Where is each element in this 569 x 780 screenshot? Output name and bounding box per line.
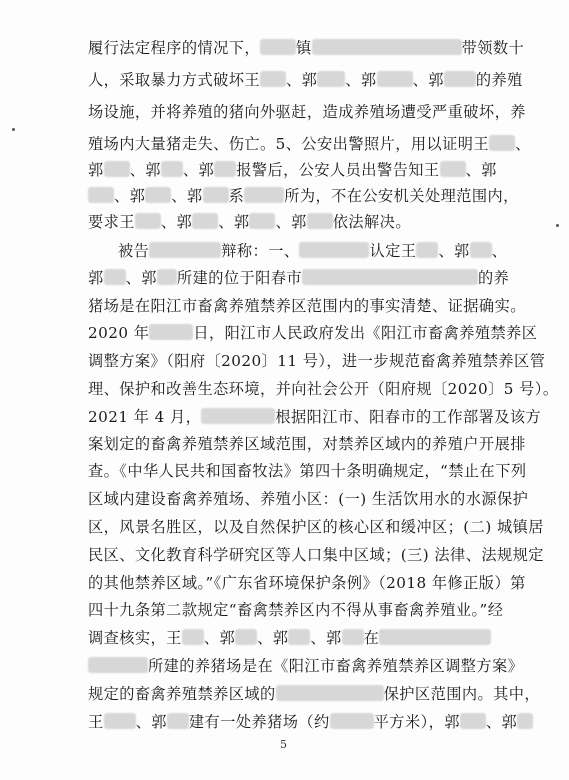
text-segment: 、郭: [203, 629, 236, 647]
scan-speck: [556, 224, 559, 227]
text-segment: 理、保护和改善生态环境，并向社会公开（阳府规〔2020〕5 号）。: [88, 380, 559, 398]
redaction-mask: [470, 242, 492, 258]
text-segment: 、郭: [182, 161, 215, 179]
redaction-mask: [307, 213, 333, 229]
redaction-mask: [244, 187, 284, 203]
redaction-mask: [235, 629, 257, 645]
redaction-mask: [342, 629, 364, 645]
text-segment: 调整方案》（阳府〔2020〕11 号），进一步规范畜禽养殖禁养区管: [88, 352, 546, 370]
redaction-mask: [299, 242, 369, 258]
text-line: [88, 517, 544, 537]
redaction-mask: [330, 713, 374, 729]
redaction-mask: [135, 213, 161, 229]
redaction-mask: [203, 187, 229, 203]
text-line: [88, 434, 526, 454]
text-line: [88, 134, 531, 154]
text-segment: 所为，不在公安机关处理范围内，: [284, 187, 519, 205]
text-line: [88, 38, 524, 58]
text-segment: 的养: [478, 269, 510, 287]
text-segment: 所建的位于阳春市: [176, 269, 303, 287]
text-segment: 报警后，公安人员出警告知王: [236, 161, 440, 179]
text-segment: 所建的养猪场是在《阳江市畜禽养殖禁养区调整方案》: [148, 657, 524, 675]
text-segment: 系: [228, 187, 245, 205]
redaction-mask: [214, 161, 236, 177]
text-segment: 、郭: [218, 213, 250, 231]
redaction-mask: [312, 39, 462, 55]
redaction-mask: [182, 629, 204, 645]
text-line: [118, 241, 507, 261]
text-segment: 、: [515, 135, 531, 153]
redaction-mask: [302, 269, 478, 285]
text-segment: 、郭: [412, 71, 444, 89]
text-line: [88, 712, 533, 732]
text-segment: 平方米），郭: [373, 713, 460, 731]
redaction-mask: [377, 71, 413, 87]
text-line: [88, 628, 491, 648]
text-line: [88, 160, 497, 180]
redaction-mask: [145, 187, 171, 203]
text-segment: 、郭: [485, 713, 518, 731]
text-segment: 辩称：一、: [221, 242, 300, 260]
text-segment: 区域内建设畜禽养殖场、养殖小区：(一) 生活饮用水的水源保护: [88, 490, 529, 508]
redaction-mask: [489, 135, 515, 151]
text-segment: 场设施，并将养殖的猪向外驱赶，造成养殖场遭受严重破坏，养: [88, 103, 526, 121]
text-segment: 、郭: [129, 161, 161, 179]
text-line: [88, 296, 526, 316]
redaction-mask: [517, 713, 533, 729]
text-segment: 镇: [296, 39, 312, 57]
text-line: [88, 102, 526, 122]
text-segment: 、郭: [257, 629, 289, 647]
text-line: [88, 70, 523, 90]
text-segment: 郭: [88, 269, 104, 287]
text-segment: 日，阳江市人民政府发出《阳江市畜禽养殖禁养区: [193, 324, 538, 342]
text-segment: 、郭: [286, 71, 318, 89]
text-segment: 根据阳江市、阳春市的工作部署及该方: [275, 408, 542, 426]
text-segment: 建有一处养猪场（约: [188, 713, 330, 731]
redaction-mask: [149, 242, 221, 258]
text-line: [88, 351, 545, 371]
text-segment: 查。《中华人民共和国畜牧法》第四十条明确规定，“禁止在下列: [88, 462, 527, 480]
redaction-mask: [288, 629, 310, 645]
text-segment: 人，采取暴力方式破坏王: [88, 71, 261, 89]
text-segment: 案划定的畜禽养殖禁养区域范围，对禁养区域内的养殖户开展排: [88, 435, 526, 453]
text-segment: 、郭: [125, 269, 157, 287]
text-segment: 、: [491, 242, 508, 260]
text-line: [88, 407, 541, 427]
text-segment: 认定王: [369, 242, 417, 260]
redaction-mask: [379, 629, 491, 645]
text-line: [88, 600, 503, 620]
text-segment: 2020 年: [88, 324, 150, 342]
text-line: [88, 545, 544, 565]
redaction-mask: [260, 71, 286, 87]
text-line: [88, 379, 558, 399]
text-segment: 区，风景名胜区，以及自然保护区的核心区和缓冲区；(二) 城镇居: [88, 518, 544, 536]
redaction-mask: [104, 161, 130, 177]
redaction-mask: [192, 213, 218, 229]
text-segment: 、郭: [160, 213, 193, 231]
text-line: [88, 323, 537, 343]
redaction-mask: [460, 713, 486, 729]
redaction-mask: [416, 242, 438, 258]
text-segment: 被告: [118, 242, 150, 260]
text-segment: 四十九条第二款规定“畜禽禁养区内不得从事畜禽养殖业。”经: [88, 601, 504, 619]
text-segment: 带领数十: [461, 39, 525, 57]
text-line: [88, 489, 528, 509]
text-line: [88, 186, 519, 206]
redaction-mask: [444, 71, 476, 87]
redaction-mask: [317, 71, 345, 87]
text-segment: 的养殖: [475, 71, 523, 89]
text-segment: 履行法定程序的情况下，: [88, 39, 261, 57]
redaction-mask: [149, 324, 193, 340]
text-segment: 郭: [88, 161, 104, 179]
redaction-mask: [167, 713, 189, 729]
redaction-mask: [157, 269, 177, 285]
text-segment: 、郭: [171, 187, 203, 205]
text-segment: 、郭: [438, 242, 470, 260]
text-segment: 要求王: [88, 213, 135, 231]
text-segment: 、郭: [135, 713, 167, 731]
text-line: [88, 212, 411, 232]
redaction-mask: [88, 187, 114, 203]
redaction-mask: [201, 408, 275, 424]
text-line: [88, 268, 509, 288]
redaction-mask: [88, 657, 148, 673]
text-line: [88, 573, 526, 593]
text-segment: 、郭: [465, 161, 497, 179]
redaction-mask: [260, 39, 296, 55]
redaction-mask: [276, 685, 384, 701]
text-segment: 规定的畜禽养殖禁养区域的: [88, 685, 276, 703]
text-segment: 民区、文化教育科学研究区等人口集中区域；(三) 法律、法规规定: [88, 546, 544, 564]
redaction-mask: [104, 713, 136, 729]
text-segment: 2021 年 4 月，: [88, 408, 202, 426]
text-segment: 殖场内大量猪走失、伤亡。5、公安出警照片，用以证明王: [88, 135, 490, 153]
text-segment: 依法解决。: [332, 213, 411, 231]
text-segment: 调查核实，王: [88, 629, 182, 647]
text-segment: 保护区范围内。其中，: [383, 685, 541, 703]
redaction-mask: [249, 213, 275, 229]
text-segment: 、郭: [345, 71, 377, 89]
text-line: [88, 684, 540, 704]
scan-speck: [12, 128, 15, 131]
text-segment: 在: [363, 629, 380, 647]
text-segment: 、郭: [310, 629, 342, 647]
redaction-mask: [440, 161, 466, 177]
text-segment: 猪场是在阳江市畜禽养殖禁养区范围内的事实清楚、证据确实。: [88, 297, 526, 315]
page-number: 5: [280, 738, 287, 751]
redaction-mask: [161, 161, 183, 177]
text-segment: 的其他禁养区域。”《广东省环境保护条例》（2018 年修正版）第: [88, 574, 526, 592]
text-segment: 王: [88, 713, 104, 731]
text-line: [88, 461, 526, 481]
text-line: [88, 656, 523, 676]
redaction-mask: [104, 269, 126, 285]
text-segment: 、郭: [114, 187, 146, 205]
text-segment: 、郭: [275, 213, 307, 231]
